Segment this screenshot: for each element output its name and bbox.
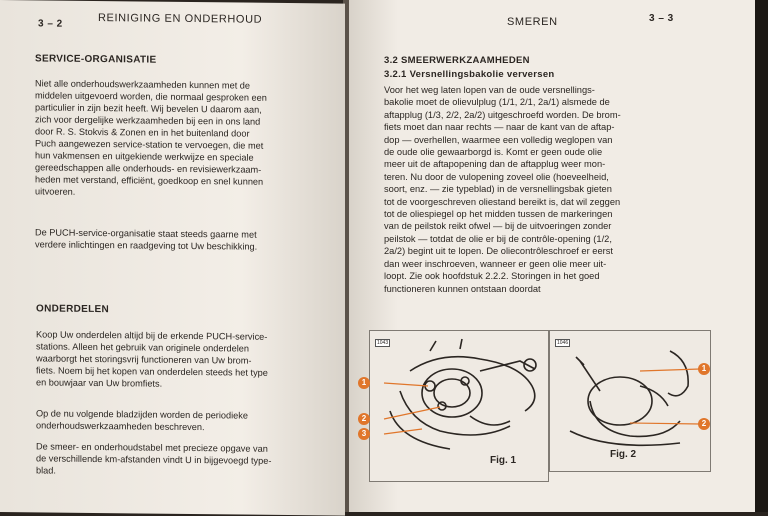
text-line: zich voor dergelijke werkzaamheden bij een in ons land: [35, 114, 261, 127]
background-edge: [755, 0, 768, 512]
text-line: waarborgt het storingsvrij functioneren van Uw brom-: [36, 353, 252, 366]
callout-3: 3: [358, 428, 370, 440]
figure-1: [361, 330, 549, 482]
figure-1-caption: Fig. 1: [490, 455, 517, 466]
callout-1: 1: [698, 363, 710, 375]
text-line: onderhoudswerkzaamheden beschreven.: [36, 420, 205, 433]
callout-2: 2: [358, 413, 370, 425]
text-line: Op de nu volgende bladzijden worden de periodieke: [36, 408, 248, 421]
text-line: middelen uitgevoerd worden, die normaal gesproken een: [35, 90, 267, 103]
text-line: gereedschappen alle onderhouds- en revisiewerkzaam-: [35, 162, 262, 175]
text-line: soort, enz. — zie typeblad) in de versnellingsbak gieten: [384, 184, 612, 195]
section-heading-parts: ONDERDELEN: [36, 303, 110, 316]
text-line: door R. S. Stokvis & Zonen en in het buitenland door: [35, 126, 250, 139]
text-line: De PUCH-service-organisatie staat steeds gaarne met: [35, 227, 257, 240]
subsection-heading: 3.2.1 Versnellingsbakolie verversen: [384, 69, 555, 80]
text-line: dan weer inschroeven, wanneer er geen olie meer uit-: [384, 258, 607, 269]
text-line: en bouwjaar van Uw bromfiets.: [36, 377, 163, 389]
paragraph-service: [35, 77, 267, 199]
text-line: fiets moet dan naar rechts — naar de kant van de aftap-: [384, 122, 615, 133]
text-line: meer uit de aftapopening dan de aftapplug weer mon-: [384, 159, 606, 170]
left-page: [0, 0, 345, 516]
text-line: Koop Uw onderdelen altijd bij de erkende PUCH-service-: [36, 329, 268, 342]
callout-1: 1: [358, 377, 370, 389]
section-heading-service: SERVICE-ORGANISATIE: [35, 53, 157, 66]
text-line: hun vakmensen en uitgekiende werkwijze en speciale: [35, 150, 254, 163]
text-line: loopt. Zie ook hoofdstuk 2.2.2. Storingen in het goed: [384, 271, 600, 282]
figure-2-tag: 1046: [557, 340, 569, 346]
section-heading: 3.2 SMEERWERKZAAMHEDEN: [384, 55, 530, 66]
figure-1-tag: 1043: [377, 340, 389, 346]
paragraph-lubrication-table: [36, 440, 271, 478]
text-line: 2a/2) begint uit te lopen. De oliecontrôleschroef er eerst: [384, 246, 613, 257]
text-line: van de peilstok reikt ofwel — bij de uitvoeringen zonder: [384, 221, 612, 232]
text-line: heden met verstand, efficiënt, goedkoop en snel kunnen: [35, 174, 264, 187]
text-line: tot de oliespiegel op het midden tussen de markeringen: [384, 209, 613, 220]
text-line: Niet alle onderhoudswerkzaamheden kunnen met de: [35, 78, 251, 91]
paragraph-oil-change: [384, 84, 621, 295]
page-number: 3 – 2: [38, 18, 63, 30]
text-line: blad.: [36, 465, 56, 476]
figure-2: [549, 330, 711, 472]
callout-2: 2: [698, 418, 710, 430]
text-line: Puch aangewezen service-station te vervoegen, die met: [35, 138, 264, 151]
text-line: aftapplug (1/3, 2/2, 2a/2) uitgeschroefd worden. De brom-: [384, 109, 621, 120]
text-line: de oude olie gewaarborgd is. Komt er geen oude olie: [384, 147, 603, 158]
right-page: [349, 0, 755, 512]
text-line: particulier in zijn bezit heeft. Wij bevelen U daarom aan,: [35, 102, 262, 115]
text-line: stations. Alleen het gebruik van originele onderdelen: [36, 341, 249, 354]
figure-2-caption: Fig. 2: [610, 449, 637, 460]
running-head: SMEREN: [507, 16, 558, 28]
page-number: 3 – 3: [649, 13, 674, 24]
text-line: functioneren kunnen ontstaan doordat: [384, 283, 541, 294]
running-head: REINIGING EN ONDERHOUD: [98, 12, 263, 26]
text-line: De smeer- en onderhoudstabel met precieze opgave van: [36, 441, 268, 454]
text-line: peilstok — totdat de olie er bij de contrôle-opening (1/2,: [384, 233, 612, 244]
text-line: bakolie moet de olievulplug (1/1, 2/1, 2a/1) alsmede de: [384, 97, 610, 108]
paragraph-parts: [36, 328, 268, 390]
text-line: fiets. Noem bij het kopen van onderdelen steeds het type: [36, 365, 268, 378]
paragraph-next-pages: [36, 407, 248, 433]
text-line: verdere inlichtingen en raadgeving tot Uw beschikking.: [35, 239, 258, 252]
paragraph-puch-service: [35, 226, 257, 252]
text-line: teren. Nu door de vulopening zoveel olie (hoeveelheid,: [384, 171, 609, 182]
text-line: uitvoeren.: [35, 186, 76, 197]
text-line: dop — overhellen, waarmee een volledig weglopen van: [384, 134, 613, 145]
text-line: Voor het weg laten lopen van de oude versnellings-: [384, 85, 595, 95]
text-line: tot de voorgeschreven oliestand bereikt is, dat wil zeggen: [384, 196, 621, 207]
engine-drawing-fig1: [370, 331, 548, 481]
text-line: de verschillende km-afstanden vindt U in bijgevoegd type-: [36, 453, 272, 466]
